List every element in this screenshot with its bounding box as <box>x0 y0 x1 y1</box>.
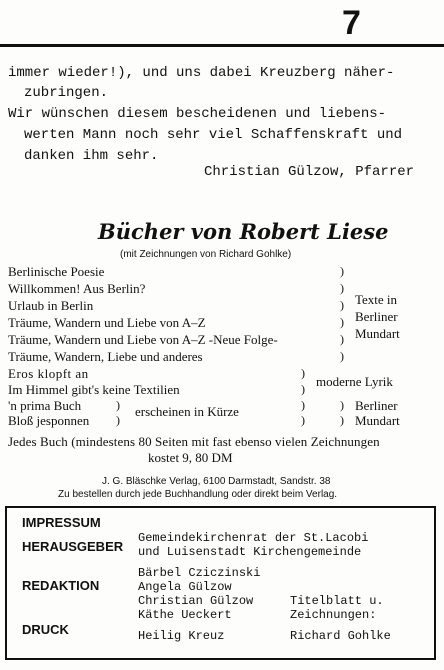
books-subtitle: (mit Zeichnungen von Richard Gohlke) <box>120 249 292 260</box>
paren: ) <box>116 413 120 427</box>
top-rule <box>0 44 444 47</box>
page-number: 7 <box>342 4 361 42</box>
redaktion-name-1: Bärbel Cziczinski <box>138 566 261 580</box>
book-6: Träume, Wandern, Liebe und anderes <box>8 349 203 364</box>
paren: ) <box>340 298 344 312</box>
letter-line-2: zubringen. <box>24 85 109 101</box>
book-7: Eros klopft an <box>8 366 89 381</box>
druck-label: DRUCK <box>22 622 69 637</box>
paren: ) <box>340 349 344 363</box>
publisher-line-2: Zu bestellen durch jede Buchhandlung oder direkt beim Verlag. <box>58 489 338 500</box>
herausgeber-line-1: Gemeindekirchenrat der St.Lacobi <box>138 531 369 545</box>
group1-line-1: Texte in <box>355 292 398 307</box>
paren: ) <box>340 264 344 278</box>
letter-line-1: immer wieder!), und uns dabei Kreuzberg näher- <box>8 65 395 81</box>
redaktion-label: REDAKTION <box>22 578 100 593</box>
price-line-1: Jedes Buch (mindestens 80 Seiten mit fast ebenso vielen Zeichnungen <box>8 434 380 449</box>
letter-line-4: werten Mann noch sehr viel Schaffenskraft und <box>24 127 403 143</box>
redaktion-name-3: Christian Gülzow <box>138 594 254 608</box>
herausgeber-label: HERAUSGEBER <box>22 539 124 554</box>
paren: ) <box>340 332 344 346</box>
book-10: Bloß jesponnen <box>8 413 90 428</box>
publisher-line-1: J. G. Bläschke Verlag, 6100 Darmstadt, Sandstr. 38 <box>102 476 331 487</box>
paren: ) <box>301 413 305 427</box>
druck-value: Heilig Kreuz <box>138 629 225 643</box>
book-2: Willkommen! Aus Berlin? <box>8 281 146 296</box>
redaktion-name-2: Angela Gülzow <box>138 580 232 594</box>
titelblatt-line-1: Titelblatt u. <box>290 594 384 608</box>
book-9: 'n prima Buch <box>8 398 82 413</box>
paren: ) <box>116 398 120 412</box>
book-1: Berlinische Poesie <box>8 264 105 279</box>
coming-soon-label: erscheinen in Kürze <box>135 404 239 419</box>
paren: ) <box>301 398 305 412</box>
book-3: Urlaub in Berlin <box>8 298 94 313</box>
group1-line-2: Berliner <box>355 309 398 324</box>
paren: ) <box>301 366 305 380</box>
zeichner-value: Richard Gohlke <box>290 629 391 643</box>
paren: ) <box>340 398 344 412</box>
book-8: Im Himmel gibt's keine Textilien <box>8 382 180 397</box>
paren: ) <box>340 413 344 427</box>
paren: ) <box>301 382 305 396</box>
price-line-2: kostet 9, 80 DM <box>148 450 233 465</box>
book-5: Träume, Wandern und Liebe von A–Z -Neue Folge- <box>8 332 278 347</box>
paren: ) <box>340 315 344 329</box>
book-4: Träume, Wandern und Liebe von A–Z <box>8 315 206 330</box>
letter-signature: Christian Gülzow, Pfarrer <box>204 164 415 180</box>
books-title: Bücher von Robert Liese <box>98 219 389 244</box>
paren: ) <box>340 281 344 295</box>
group1-line-3: Mundart <box>355 326 400 341</box>
letter-line-3: Wir wünschen diesem bescheidenen und liebens- <box>8 106 387 122</box>
letter-line-5: danken ihm sehr. <box>24 148 159 164</box>
impressum-heading: IMPRESSUM <box>22 515 101 530</box>
group3-line-1: Berliner <box>355 398 398 413</box>
group2-label: moderne Lyrik <box>316 374 393 389</box>
herausgeber-line-2: und Luisenstadt Kirchengemeinde <box>138 545 362 559</box>
titelblatt-line-2: Zeichnungen: <box>290 608 377 622</box>
redaktion-name-4: Käthe Ueckert <box>138 608 232 622</box>
group3-line-2: Mundart <box>355 413 400 428</box>
